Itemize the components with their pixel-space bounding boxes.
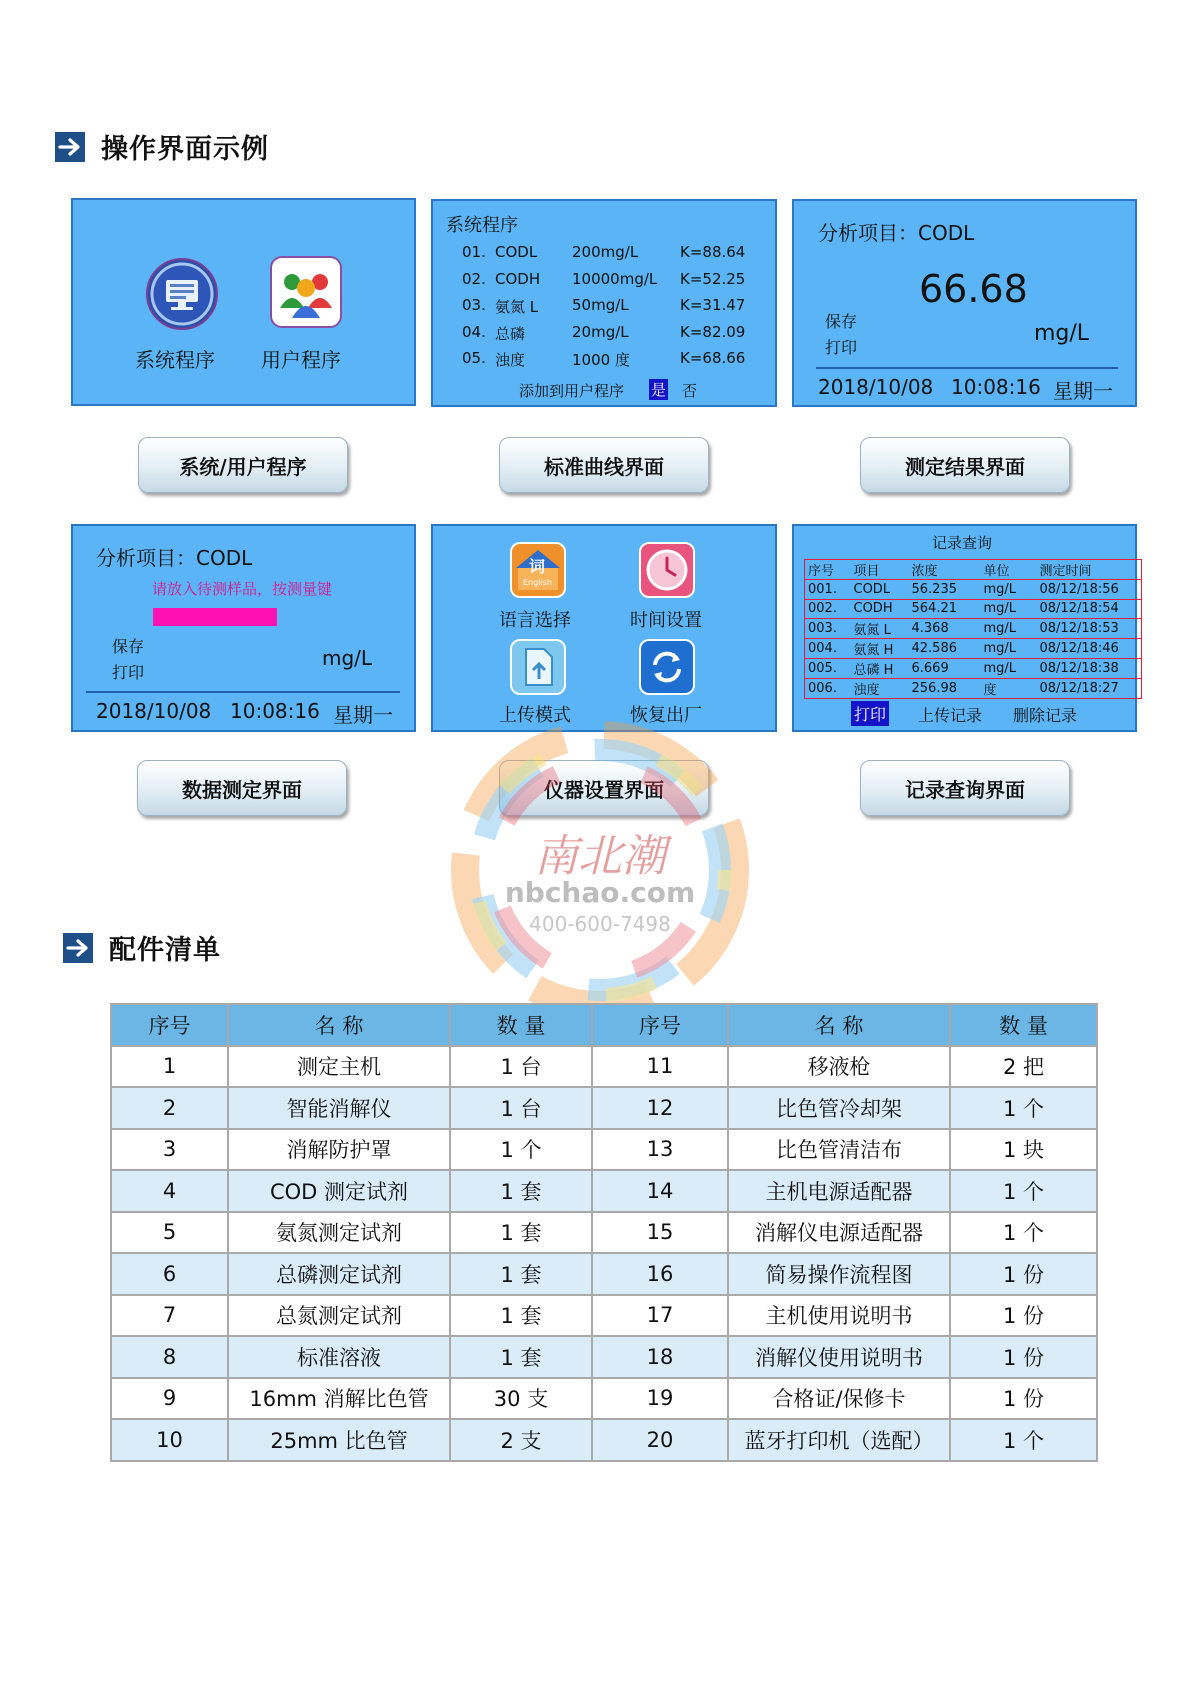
table-header-row: 序号 名 称 数 量 序号 名 称 数 量	[111, 1004, 1097, 1046]
program-list	[462, 243, 772, 376]
factory-reset-label: 恢复出厂	[630, 705, 702, 726]
list-item[interactable]: 05. 浊度 1000 度 K=68.66	[462, 349, 746, 369]
user-program-label: 用户程序	[261, 348, 341, 372]
table-row: 5 氨氮测定试剂 1 套 15 消解仪电源适配器 1 个	[111, 1212, 1097, 1254]
time-setting-label: 时间设置	[630, 610, 702, 631]
result-unit: mg/L	[322, 646, 373, 670]
user-program-button[interactable]	[270, 256, 342, 328]
time-text: 10:08:16	[951, 375, 1041, 399]
caption-result: 测定结果界面	[860, 437, 1070, 493]
analysis-item-title: 分析项目：CODL	[96, 546, 253, 570]
section-title-parts: 配件清单	[109, 935, 221, 966]
section-title-interface: 操作界面示例	[101, 134, 269, 165]
table-row[interactable]: 003. 氨氮 L 4.368 mg/L 08/12/18:53	[805, 619, 1142, 639]
print-button[interactable]: 打印	[825, 338, 858, 357]
caption-records: 记录查询界面	[860, 760, 1070, 816]
table-row: 9 16mm 消解比色管 30 支 19 合格证/保修卡 1 份	[111, 1378, 1097, 1420]
watermark-site: nbchao.com	[504, 876, 696, 909]
screen-measurement	[71, 524, 416, 732]
caption-standard-curve: 标准曲线界面	[499, 437, 709, 493]
arrow-right-icon	[63, 933, 93, 963]
analysis-item-title: 分析项目：CODL	[818, 221, 975, 245]
language-badge: 词	[529, 557, 546, 576]
watermark-phone: 400-600-7498	[529, 912, 671, 936]
table-row: 8 标准溶液 1 套 18 消解仪使用说明书 1 份	[111, 1336, 1097, 1378]
list-item[interactable]: 01. CODL 200mg/L K=88.64	[462, 243, 746, 261]
parts-table	[110, 1003, 1098, 1462]
table-row: 6 总磷测定试剂 1 套 16 简易操作流程图 1 份	[111, 1253, 1097, 1295]
clock-icon	[641, 544, 693, 596]
save-button[interactable]: 保存	[112, 637, 145, 656]
table-row[interactable]: 004. 氨氮 H 42.586 mg/L 08/12/18:46	[805, 639, 1142, 659]
time-setting-button[interactable]	[639, 542, 695, 598]
section-heading-parts	[63, 928, 221, 967]
caption-measurement: 数据测定界面	[137, 760, 347, 816]
result-value: 66.68	[919, 267, 1028, 311]
refresh-icon	[641, 641, 693, 693]
table-row: 7 总氮测定试剂 1 套 17 主机使用说明书 1 份	[111, 1295, 1097, 1337]
screen2-title: 系统程序	[446, 215, 518, 236]
users-icon	[272, 258, 340, 326]
add-to-user-program-prompt: 添加到用户程序	[519, 382, 625, 400]
table-row: 10 25mm 比色管 2 支 20 蓝牙打印机（选配） 1 个	[111, 1419, 1097, 1461]
table-row[interactable]: 002. CODH 564.21 mg/L 08/12/18:54	[805, 599, 1142, 619]
print-button[interactable]: 打印	[851, 701, 889, 726]
screen-result	[792, 199, 1137, 407]
system-program-label: 系统程序	[135, 348, 215, 372]
records-table	[804, 559, 1142, 699]
section-heading-interface	[55, 127, 269, 166]
divider	[816, 367, 1118, 369]
table-row[interactable]: 005. 总磷 H 6.669 mg/L 08/12/18:38	[805, 659, 1142, 679]
screen-standard-curve	[431, 199, 777, 407]
print-button[interactable]: 打印	[112, 663, 145, 682]
date-text: 2018/10/08	[818, 375, 934, 399]
screen-settings	[431, 524, 777, 732]
upload-records-button[interactable]: 上传记录	[918, 706, 983, 725]
upload-file-icon	[512, 641, 564, 693]
upload-mode-label: 上传模式	[499, 705, 571, 726]
table-row[interactable]: 006. 浊度 256.98 度 08/12/18:27	[805, 679, 1142, 699]
caption-program: 系统/用户程序	[138, 437, 348, 493]
caption-settings: 仪器设置界面	[499, 760, 709, 816]
table-row: 4 COD 测定试剂 1 套 14 主机电源适配器 1 个	[111, 1170, 1097, 1212]
screen-records	[792, 524, 1137, 732]
progress-bar	[153, 608, 277, 626]
no-option[interactable]: 否	[682, 382, 698, 400]
factory-reset-button[interactable]	[639, 639, 695, 695]
measure-prompt: 请放入待测样品，按测量键	[152, 580, 333, 598]
weekday-text: 星期一	[333, 703, 393, 727]
upload-mode-button[interactable]	[510, 639, 566, 695]
system-program-button[interactable]	[146, 258, 218, 330]
table-row[interactable]: 001. CODL 56.235 mg/L 08/12/18:56	[805, 580, 1142, 600]
arrow-right-icon	[55, 132, 85, 162]
language-select-label: 语言选择	[499, 610, 571, 631]
list-item[interactable]: 04. 总磷 20mg/L K=82.09	[462, 322, 746, 343]
save-button[interactable]: 保存	[825, 312, 858, 331]
language-select-button[interactable]	[510, 542, 566, 598]
table-row: 1 测定主机 1 台 11 移液枪 2 把	[111, 1046, 1097, 1088]
watermark-brand: 南北潮	[534, 831, 666, 882]
language-sub: English	[523, 578, 552, 587]
date-text: 2018/10/08	[96, 699, 212, 723]
screen-program-select	[71, 198, 416, 406]
table-header-row: 序号 项目 浓度 单位 测定时间	[805, 560, 1142, 580]
yes-option[interactable]: 是	[651, 381, 667, 399]
delete-records-button[interactable]: 删除记录	[1013, 706, 1078, 725]
monitor-icon	[148, 260, 216, 328]
time-text: 10:08:16	[230, 699, 320, 723]
list-item[interactable]: 02. CODH 10000mg/L K=52.25	[462, 269, 746, 288]
list-item[interactable]: 03. 氨氮 L 50mg/L K=31.47	[462, 296, 746, 316]
divider	[86, 691, 400, 693]
table-row: 2 智能消解仪 1 台 12 比色管冷却架 1 个	[111, 1087, 1097, 1129]
table-row: 3 消解防护罩 1 个 13 比色管清洁布 1 块	[111, 1129, 1097, 1171]
records-title: 记录查询	[932, 534, 993, 552]
weekday-text: 星期一	[1053, 379, 1113, 403]
result-unit: mg/L	[1034, 321, 1090, 346]
